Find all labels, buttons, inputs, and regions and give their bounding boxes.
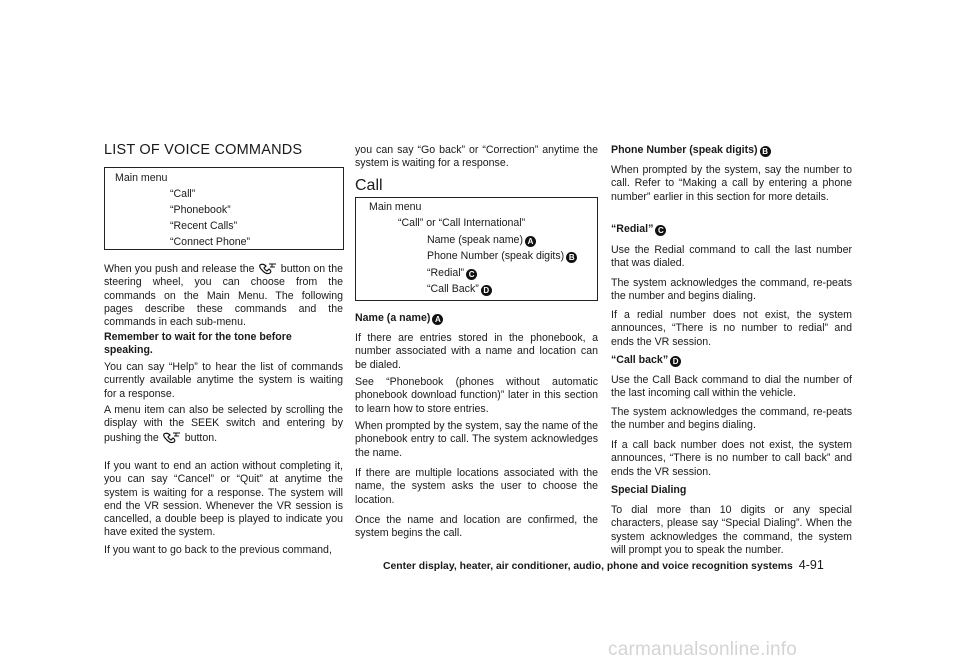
main-menu-heading: Main menu [115,172,168,184]
go-back-paragraph: If you want to go back to the previous command, [104,544,332,556]
page-number: 4-91 [798,558,824,572]
name-paragraph-2: See “Phonebook (phones without automatic phonebook download function)” later in this section to learn how to store entries. [355,376,598,415]
intro-text-start: When you push and release the [104,263,255,275]
call-item-redial: “Redial” C [427,267,477,280]
phone-number-heading: Phone Number (speak digits) B [611,144,771,157]
talk-button-icon [258,262,278,275]
badge-a: A [525,236,536,247]
badge-c: C [466,269,477,280]
name-paragraph-4: If there are multiple locations associated with the name, the system asks the user to choose the location. [355,467,598,506]
page-title: LIST OF VOICE COMMANDS [104,142,303,158]
watermark: carmanualsonline.info [608,639,798,660]
redial-heading: “Redial” C [611,223,666,236]
footer-section-title: Center display, heater, air conditioner, audio, phone and voice recognition systems [383,561,793,572]
name-paragraph-5: Once the name and location are confirmed, the system begins the call. [355,514,598,540]
menu-item-call: “Call” [170,188,196,200]
menu-item-recent-calls: “Recent Calls” [170,220,238,232]
call-menu-heading: Main menu [369,201,422,213]
help-paragraph: You can say “Help” to hear the list of commands currently available anytime the system is waiting for a response. [104,361,343,400]
call-item-name: Name (speak name) A [427,234,536,247]
call-back-heading: “Call back” D [611,354,681,367]
call-item-call-back: “Call Back” D [427,283,492,296]
talk-button-icon [162,431,182,444]
redial-paragraph-3: If a redial number does not exist, the system announces, “There is no number to redial” and ends the VR session. [611,309,852,348]
badge-b: B [566,252,577,263]
menu-item-phonebook: “Phonebook” [170,204,231,216]
menu-item-connect-phone: “Connect Phone” [170,236,251,248]
name-paragraph-1: If there are entries stored in the phonebook, a number associated with a name and location can be dialed. [355,332,598,371]
intro-paragraph [104,262,343,329]
badge-b: B [760,146,771,157]
intro-text-end: button on the steering wheel, you can choose from the commands on the Main Menu. The following pages describe these commands and the commands in each sub-menu. [104,263,344,329]
call-back-paragraph-2: The system acknowledges the command, re-peats the number and begins dialing. [611,406,852,432]
badge-d: D [670,356,681,367]
call-item-phone-number: Phone Number (speak digits) B [427,250,577,263]
seek-text-end: button. [184,431,218,444]
badge-a: A [432,314,443,325]
call-menu-sub: “Call” or “Call International” [398,217,526,229]
cancel-paragraph: If you want to end an action without completing it, you can say “Cancel” or “Quit” at anytime the system is waiting for a response. The system will end the VR session. Whenever the VR session is cancelled, a double beep is played to indicate you have exited the system. [104,460,343,539]
tone-warning: Remember to wait for the tone before speaking. [104,331,292,357]
name-heading: Name (a name) A [355,312,443,325]
go-back-continued: you can say “Go back” or “Correction” anytime the system is waiting for a response. [355,144,598,170]
redial-paragraph-1: Use the Redial command to call the last number that was dialed. [611,244,852,270]
seek-text-start: A menu item can also be selected by scrolling the display with the SEEK switch and entering by pushing the [104,404,343,444]
special-dialing-paragraph: To dial more than 10 digits or any special characters, please say “Special Dialing”. When the system acknowledges the command, the system will prompt you to speak the number. [611,504,852,556]
special-dialing-heading: Special Dialing [611,484,687,496]
redial-paragraph-2: The system acknowledges the command, re-peats the number and begins dialing. [611,277,852,303]
badge-c: C [655,225,666,236]
seek-paragraph [104,404,343,445]
call-back-paragraph-3: If a call back number does not exist, the system announces, “There is no number to call back” and ends the VR session. [611,439,852,478]
name-paragraph-3: When prompted by the system, say the name of the phonebook entry to call. The system acknowledges the name. [355,420,598,459]
page-footer [383,558,824,572]
badge-d: D [481,285,492,296]
phone-paragraph: When prompted by the system, say the number to call. Refer to “Making a call by entering a phone number” earlier in this section for more details. [611,164,852,203]
call-heading: Call [355,177,383,194]
call-back-paragraph-1: Use the Call Back command to dial the number of the last incoming call within the vehicle. [611,374,852,400]
